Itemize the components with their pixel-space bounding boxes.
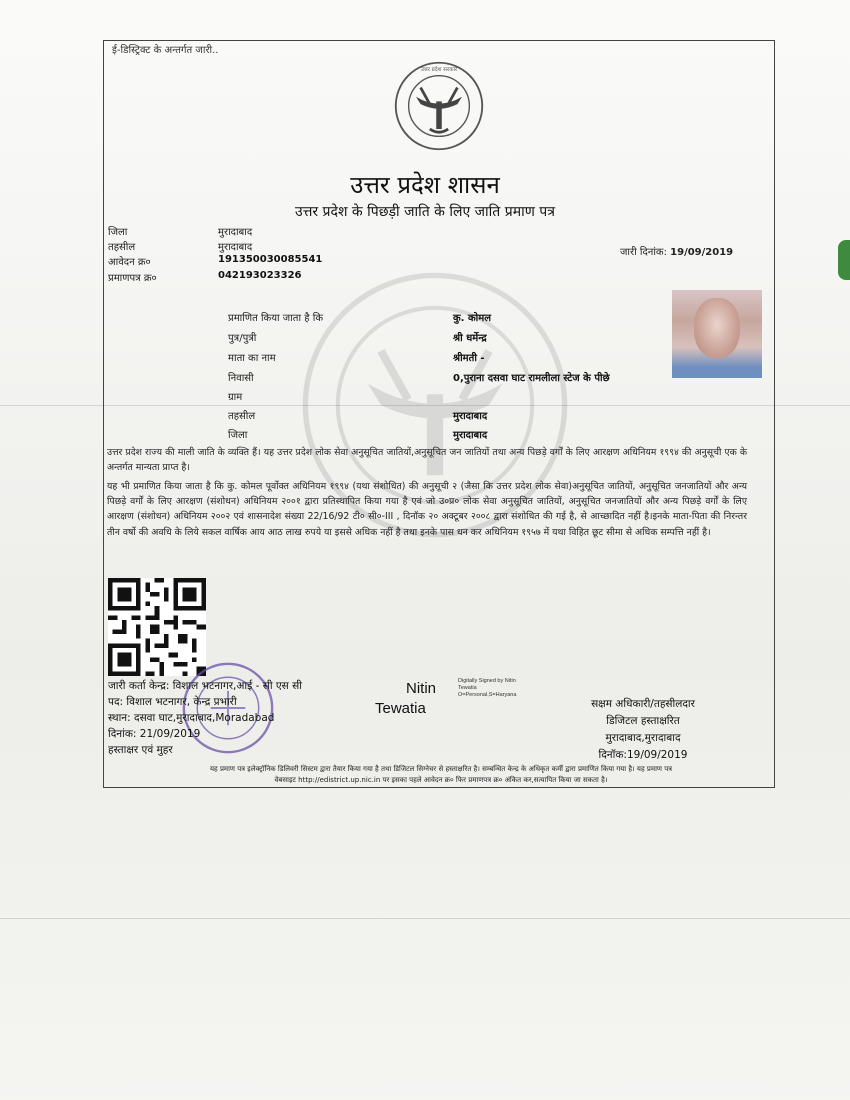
issuer-place: स्थान: दसवा घाट,मुरादाबाद,Moradabad	[108, 712, 275, 724]
authority-location: मुरादाबाद,मुरादाबाद	[605, 732, 681, 744]
certification-paragraph: यह भी प्रमाणित किया जाता है कि कु. कोमल पूर्वोक्त अधिनियम १९९४ (यथा संशोधित) की अनुसूची २ (जैसा कि उत्तर प्रदेश लोक सेवा)अनुसूचित जातियों, अनुसूचित जनजातियों और अन्य पिछड़े वर्गों के लिए आरक्षण (संशोधन) अधिनियम २००१ द्वारा प्रतिस्थापित किया गया है एवं जो उ०प्र० लोक सेवा अनुसूचित जातियों, अनुसूचित जनजातियों और अन्य पिछड़े वर्गों के लिए आरक्षण (संशोधन) अधिनियम २००२ एवं शासनादेश संख्या 22/16/92 टी० सी०-III , दिनॉक २० अक्टूबर २००८ द्वारा संशोधित की गई है, से आच्छादित नहीं है।इनके माता-पिता की निरन्तर तीन वर्षो की अवधि के लिये सकल वार्षिक आय आठ लाख रुपये या इससे अधिक नहीं है तथा इनके पास धन कर अधिनियम १९५७ में यथा विहित छूट सीमा से अधिक सम्पत्ति नहीं है।	[107, 481, 747, 538]
person-tehsil-label: तहसील	[228, 411, 256, 422]
caste-paragraph: उत्तर प्रदेश राज्य की माली जाति के व्यक्ति हैं। यह उत्तर प्रदेश लोक सेवा अनुसूचित जातियों,अनुसूचित जन जातियों तथा अन्य पिछड़े वर्गों के लिए आरक्षण अधिनियम १९९४ की अनुसूची एक के अन्तर्गत मान्यता प्राप्त है।	[107, 447, 747, 474]
person-district-value: मुरादाबाद	[453, 430, 488, 441]
footer-line: वेबसाइट http://edistrict.up.nic.in पर इसका पहले आवेदन क्र० फिर प्रमाणपत्र क्र० अंकित कर,सत्यापित किया जा सकता है।	[274, 776, 608, 784]
top-note: ई-डिस्ट्रिक्ट के अन्तर्गत जारी..	[112, 45, 219, 56]
footer-line: यह प्रमाण पत्र इलेक्ट्रॉनिक डिलिवरी सिस्टम द्वारा तैयार किया गया है तथा डिजिटल सिग्नेचर से हस्ताक्षरित है। सम्बन्धित केन्द्र के अधिकृत कर्मी द्वारा प्रमाणित किया गया है। यह प्रमाण पत्र	[209, 765, 673, 773]
emblem-text: उत्तर प्रदेश सरकार	[420, 67, 458, 74]
tehsil-label: तहसील	[108, 242, 136, 253]
signature-info-line: Digitally Signed by Nitin	[458, 678, 516, 684]
certificate-title: उत्तर प्रदेश के पिछड़ी जाति के लिए जाति प्रमाण पत्र	[295, 204, 555, 220]
district-label: जिला	[108, 227, 128, 238]
edge-mark	[838, 240, 850, 280]
mother-name: श्रीमती -	[453, 353, 485, 364]
certificate-no-label: प्रमाणपत्र क्र०	[108, 273, 157, 284]
son-daughter-label: पुत्र/पुत्री	[228, 333, 257, 344]
issue-date-label: जारी दिनांक:	[620, 247, 667, 258]
government-title: उत्तर प्रदेश शासन	[350, 171, 500, 199]
photo-face	[694, 298, 740, 358]
applicant-name: कु. कोमल	[453, 313, 491, 324]
fold-line	[0, 918, 850, 919]
signature-info-line: O=Personal,S=Haryana	[458, 692, 517, 698]
tehsil-value: मुरादाबाद	[218, 242, 253, 253]
issuer-block	[108, 678, 302, 758]
verification-footer	[108, 764, 774, 786]
issuer-post: पद: विशाल भटनागर, केन्द्र प्रभारी	[108, 696, 237, 708]
issuer-center: जारी कर्ता केन्द्र: विशाल भटनागर,आई - सी एस सी	[108, 680, 302, 692]
signature-info-line: Tewatia	[458, 685, 477, 691]
signer-last-name: Tewatia	[375, 700, 426, 717]
authority-title: सक्षम अधिकारी/तहसीलदार	[591, 698, 695, 710]
district-value: मुरादाबाद	[218, 227, 253, 238]
certified-label: प्रमाणित किया जाता है कि	[228, 313, 324, 324]
resident-label: निवासी	[228, 373, 254, 384]
issue-date-value: 19/09/2019	[670, 247, 734, 258]
authority-block	[568, 696, 718, 764]
signer-first-name: Nitin	[406, 680, 437, 697]
person-district-label: जिला	[228, 430, 248, 441]
certificate-no-value: 042193023326	[218, 270, 302, 281]
person-tehsil-value: मुरादाबाद	[453, 411, 488, 422]
authority-digital: डिजिटल हस्ताक्षरित	[606, 715, 680, 727]
authority-date: दिनॉक:19/09/2019	[598, 749, 688, 761]
village-label: ग्राम	[228, 392, 243, 403]
state-emblem-icon	[393, 60, 485, 152]
issue-date	[620, 244, 733, 258]
resident-address: 0,पुराना दसवा घाट रामलीला स्टेज के पीछे	[453, 373, 610, 384]
applicant-photo	[672, 290, 762, 378]
application-no-value: 191350030085541	[218, 254, 323, 265]
issuer-date: दिनांक: 21/09/2019	[108, 728, 201, 740]
application-no-label: आवेदन क्र०	[108, 257, 151, 268]
father-name: श्री धर्मेन्द्र	[453, 333, 487, 344]
mother-label: माता का नाम	[228, 353, 276, 364]
digital-signature-info	[458, 678, 516, 699]
issuer-signature-label: हस्ताक्षर एवं मुहर	[108, 744, 173, 756]
